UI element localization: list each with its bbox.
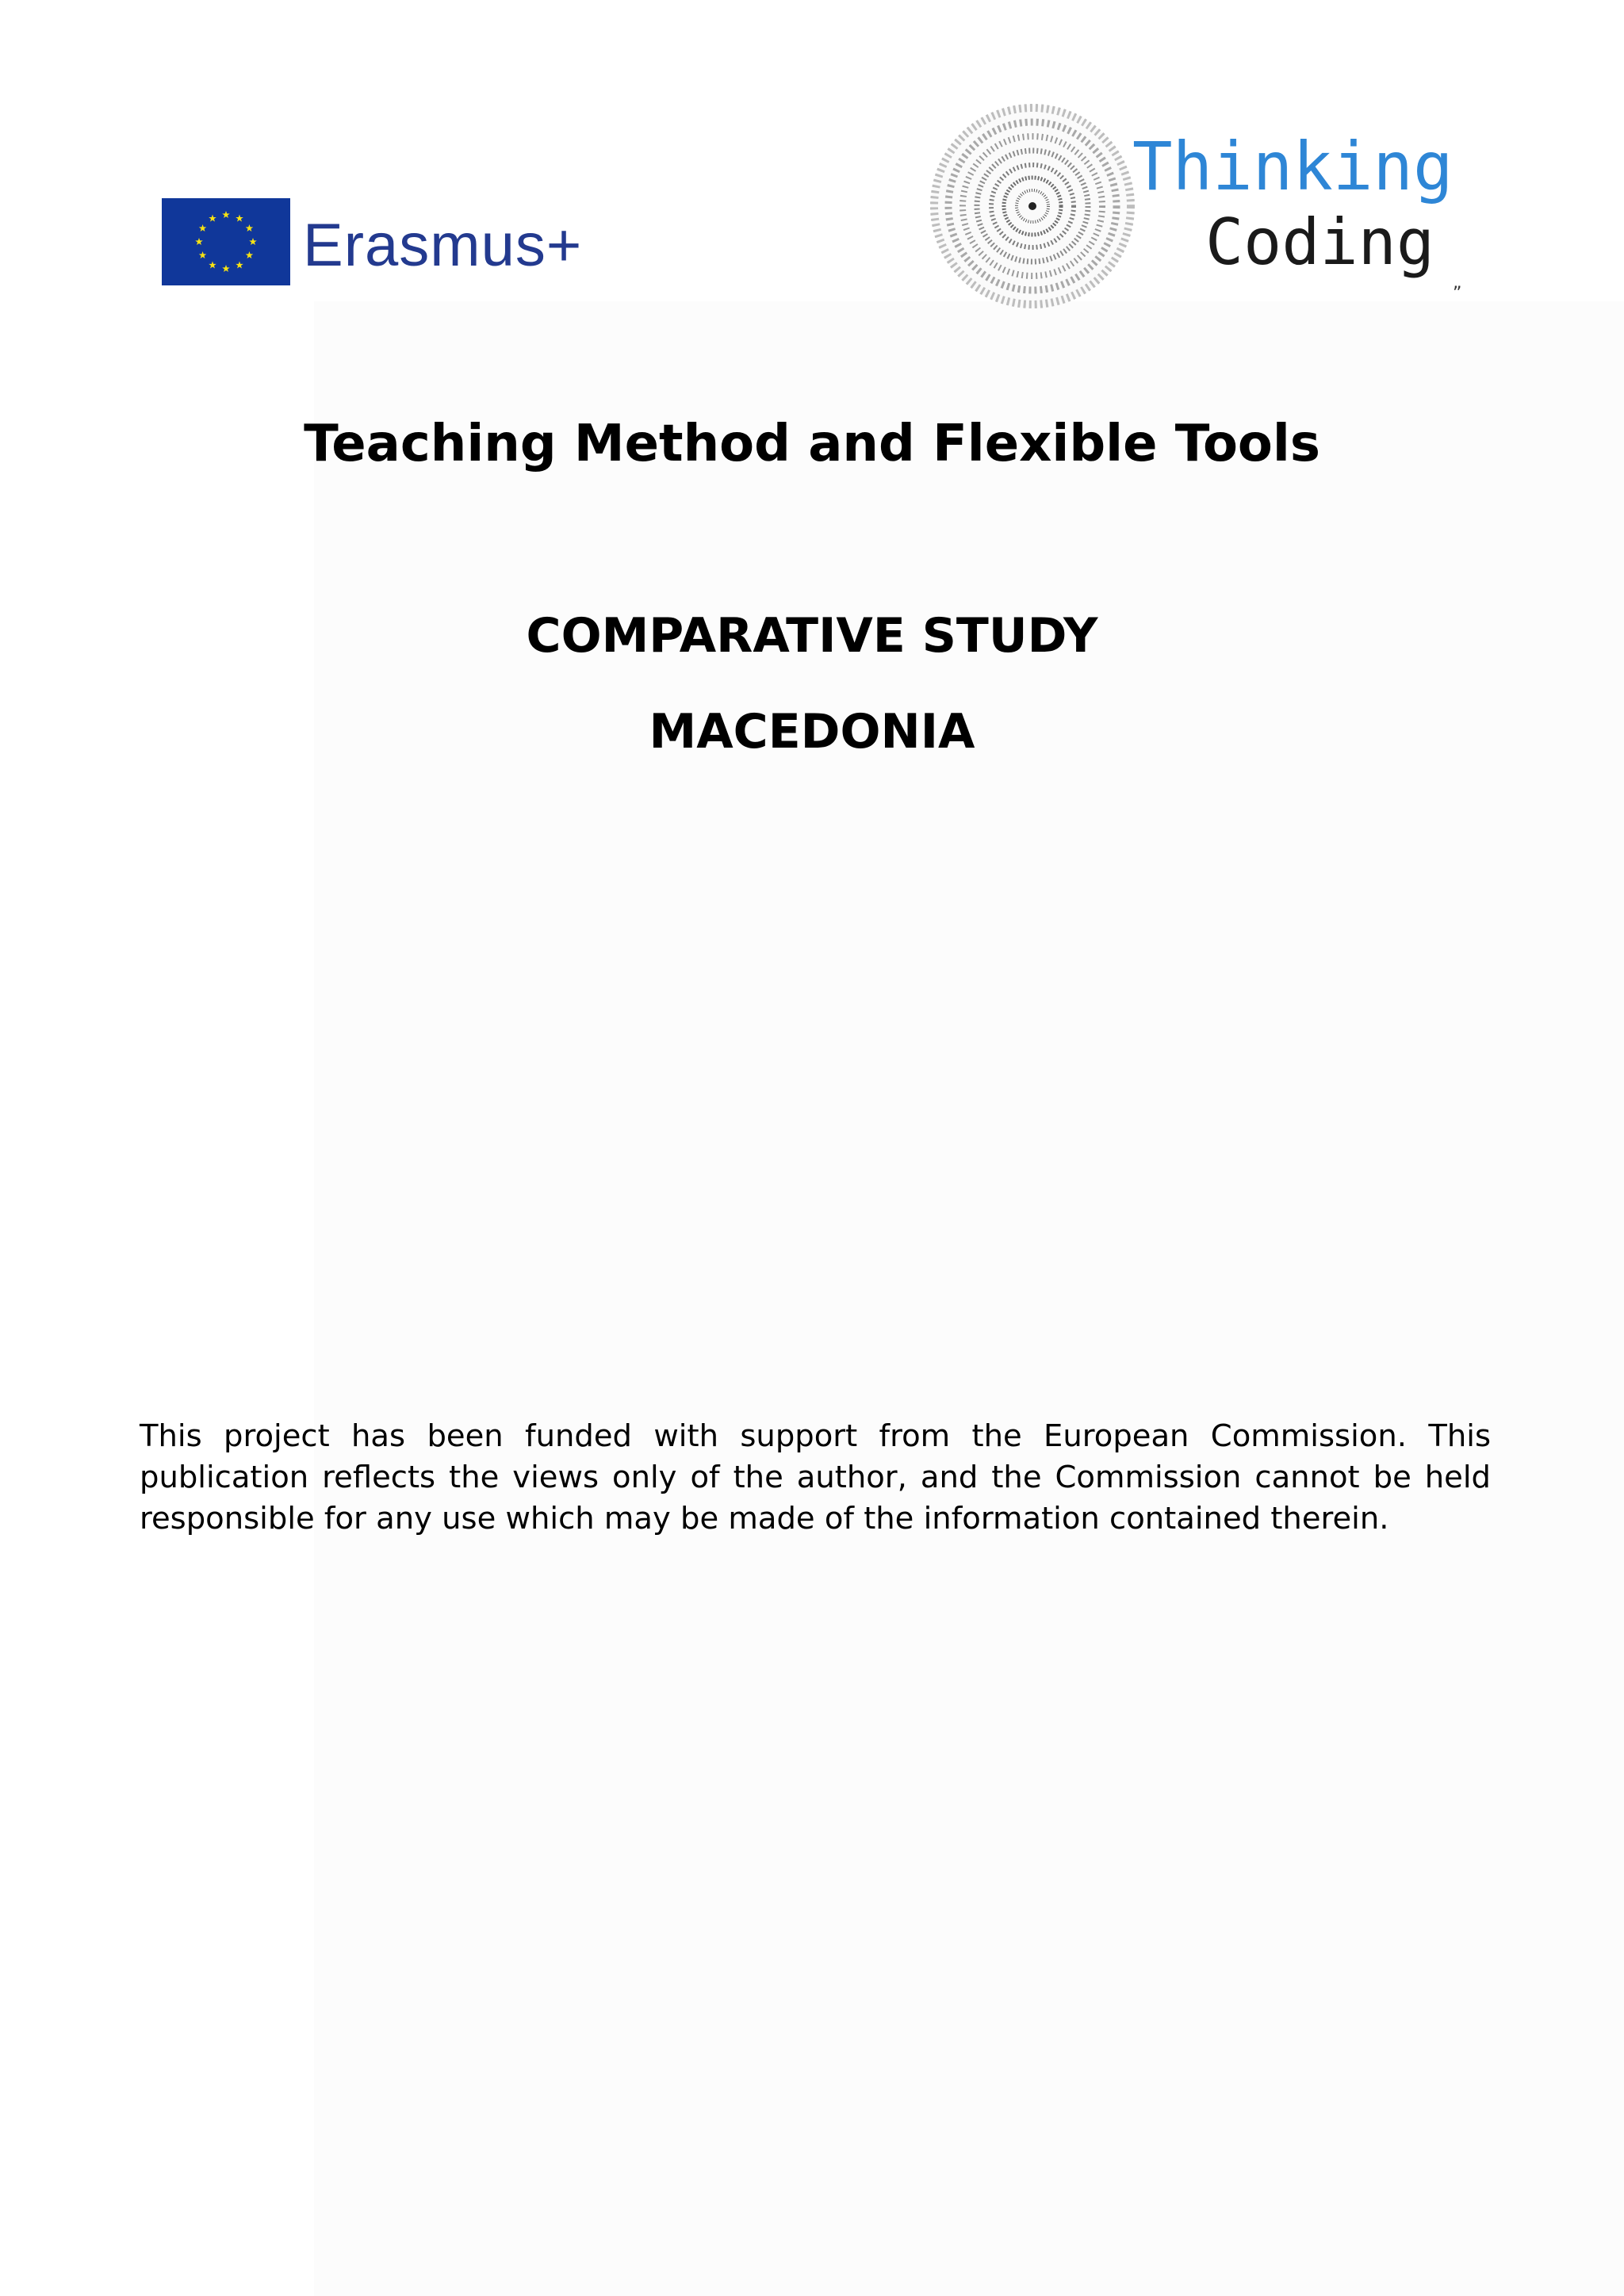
thinking-coding-logo — [928, 101, 1454, 316]
eu-star-icon — [249, 238, 257, 245]
eu-star-icon — [246, 251, 254, 258]
binary-circle-icon — [928, 101, 1137, 311]
eu-star-icon — [246, 224, 254, 232]
thinking-logo-text: Thinking — [1132, 128, 1454, 205]
document-country: MACEDONIA — [649, 704, 975, 760]
eu-star-icon — [236, 215, 243, 222]
eu-star-icon — [195, 238, 203, 245]
eu-star-icon — [199, 251, 207, 258]
eu-star-icon — [222, 265, 230, 272]
erasmus-logo-text: Erasmus+ — [303, 212, 583, 279]
erasmus-plus-logo — [162, 198, 590, 293]
eu-star-icon — [209, 261, 216, 268]
eu-star-icon — [199, 224, 207, 232]
funding-disclaimer: This project has been funded with support from the European Commission. This publication reflects the views only of the author, and the Commission cannot be held responsible for any use which may be made of the information contained therein. — [140, 1418, 1491, 1536]
stray-quote-mark: ” — [1453, 284, 1462, 304]
document-title: Teaching Method and Flexible Tools — [304, 415, 1320, 473]
eu-flag-icon — [162, 198, 290, 285]
eu-star-icon — [236, 261, 243, 268]
page-background — [314, 301, 1624, 2296]
document-subtitle: COMPARATIVE STUDY — [526, 608, 1098, 664]
eu-star-icon — [222, 211, 230, 218]
coding-logo-text: Coding — [1205, 205, 1434, 279]
eu-star-icon — [209, 215, 216, 222]
